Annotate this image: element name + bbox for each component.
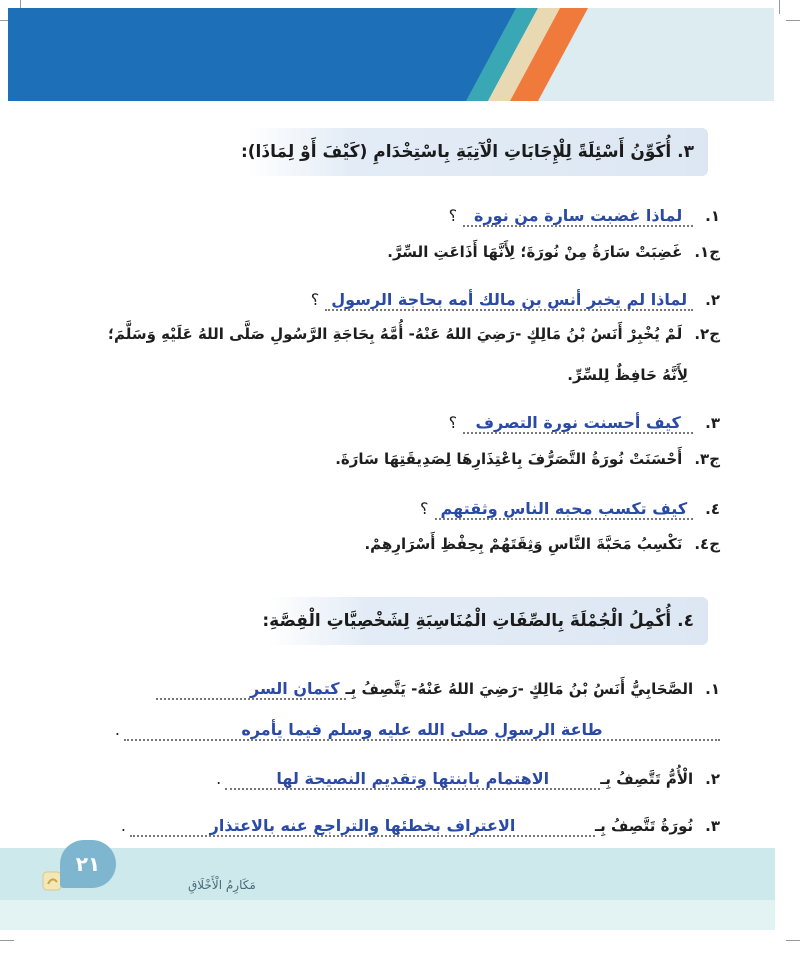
header-graphic	[8, 8, 774, 101]
answer-blank	[463, 406, 693, 434]
answer-number: ج٣.	[694, 450, 720, 468]
section-4-title: ٤. أُكْمِلُ الْجُمْلَةَ بِالصِّفَاتِ الْمُنَاسِبَةِ لِشَخْصِيَّاتِ الْقِصَّةِ:	[262, 611, 694, 631]
answer-row-continued	[567, 366, 688, 384]
answer-blank	[225, 762, 600, 790]
item-number: ١.	[705, 680, 720, 698]
handwritten-answer: طاعة الرسول صلى الله عليه وسلم فيما يأمره	[241, 720, 603, 739]
section-3-title: ٣. أُكَوِّنُ أَسْئِلَةً لِلْإِجَابَاتِ الْآتِيَةِ بِاسْتِخْدَامِ (كَيْفَ أَوْ لِمَاذَا):	[240, 142, 694, 162]
question-number: ٣.	[705, 414, 720, 432]
footer-band-lower	[0, 900, 775, 930]
completion-row	[121, 809, 720, 837]
sentence-stem: نُورَةُ تَتَّصِفُ بِـ	[595, 817, 694, 835]
question-mark: ؟	[448, 206, 458, 225]
answer-text: نَكْسِبُ مَحَبَّةَ النَّاسِ وَثِقَتَهُمْ بِحِفْظِ أَسْرَارِهِمْ.	[364, 535, 683, 553]
answer-number: ج٢.	[694, 325, 720, 343]
question-number: ١.	[705, 207, 720, 225]
completion-row	[156, 672, 720, 700]
completion-row-continued	[115, 713, 720, 741]
answer-row	[108, 325, 720, 343]
question-number: ٤.	[705, 500, 720, 518]
footer-band	[0, 848, 775, 900]
full-stop: .	[114, 720, 120, 739]
answer-row	[364, 535, 720, 553]
page-number: ٢١	[75, 852, 101, 876]
handwritten-question: لماذا لم يخبر أنس بن مالك أمه بحاجة الرسول	[331, 290, 688, 309]
answer-text: لَمْ يُخْبِرْ أَنَسُ بْنُ مَالِكٍ -رَضِيَ اللهُ عَنْهُ- أُمَّهُ بِحَاجَةِ الرَّسُولِ صَلَّى اللهُ عَلَيْهِ وَسَلَّمَ؛	[107, 325, 683, 343]
crop-mark	[779, 0, 780, 14]
question-number: ٢.	[705, 291, 720, 309]
answer-row	[335, 450, 720, 468]
book-title: مَكَارِمُ الْأَخْلَاقِ	[188, 878, 256, 892]
item-number: ٢.	[705, 770, 720, 788]
question-row	[311, 283, 720, 311]
header-banner	[8, 8, 774, 101]
question-mark: ؟	[420, 499, 429, 518]
full-stop: .	[120, 816, 126, 835]
question-mark: ؟	[448, 413, 458, 432]
question-row	[449, 406, 720, 434]
handwritten-question: كيف تكسب محبه الناس وثقتهم	[440, 499, 688, 518]
section-4-header	[262, 597, 708, 645]
answer-number: ج٤.	[694, 535, 720, 553]
crop-mark	[0, 940, 14, 941]
question-row	[420, 492, 720, 520]
crop-mark	[786, 940, 800, 941]
question-row	[449, 199, 720, 227]
answer-blank	[130, 809, 595, 837]
answer-blank	[325, 283, 693, 311]
page-number-badge	[60, 840, 116, 888]
section-3-header	[240, 128, 708, 176]
answer-row	[387, 243, 720, 261]
answer-blank	[435, 492, 694, 520]
answer-text-continued: لِأَنَّهُ حَافِظٌ لِلسِّرِّ.	[567, 366, 688, 384]
sentence-stem: الْأُمُّ تَتَّصِفُ بِـ	[600, 770, 694, 788]
handwritten-question: لماذا غضبت سارة من نورة	[474, 206, 683, 225]
item-number: ٣.	[705, 817, 720, 835]
handwritten-answer: كتمان السر	[250, 679, 340, 698]
answer-blank	[124, 713, 720, 741]
completion-row	[216, 762, 720, 790]
full-stop: .	[216, 769, 222, 788]
answer-number: ج١.	[694, 243, 720, 261]
answer-blank	[156, 672, 346, 700]
handwritten-question: كيف أحسنت نورة التصرف	[475, 413, 681, 432]
crop-mark	[786, 20, 800, 21]
handwritten-answer: الاهتمام بابنتها وتقديم النصيحة لها	[276, 769, 550, 788]
handwritten-answer: الاعتراف بخطئها والتراجع عنه بالاعتذار	[209, 816, 516, 835]
answer-text: غَضِبَتْ سَارَةُ مِنْ نُورَةَ؛ لِأَنَّهَا أَذَاعَتِ السِّرَّ.	[387, 243, 683, 261]
sentence-stem: الصَّحَابِيُّ أَنَسُ بْنُ مَالِكٍ -رَضِيَ اللهُ عَنْهُ- يَتَّصِفُ بِـ	[345, 680, 694, 698]
question-mark: ؟	[310, 290, 320, 309]
answer-text: أَحْسَنَتْ نُورَةُ التَّصَرُّفَ بِاعْتِذَارِهَا لِصَدِيقَتِهَا سَارَةَ.	[335, 450, 683, 468]
answer-blank	[463, 199, 693, 227]
